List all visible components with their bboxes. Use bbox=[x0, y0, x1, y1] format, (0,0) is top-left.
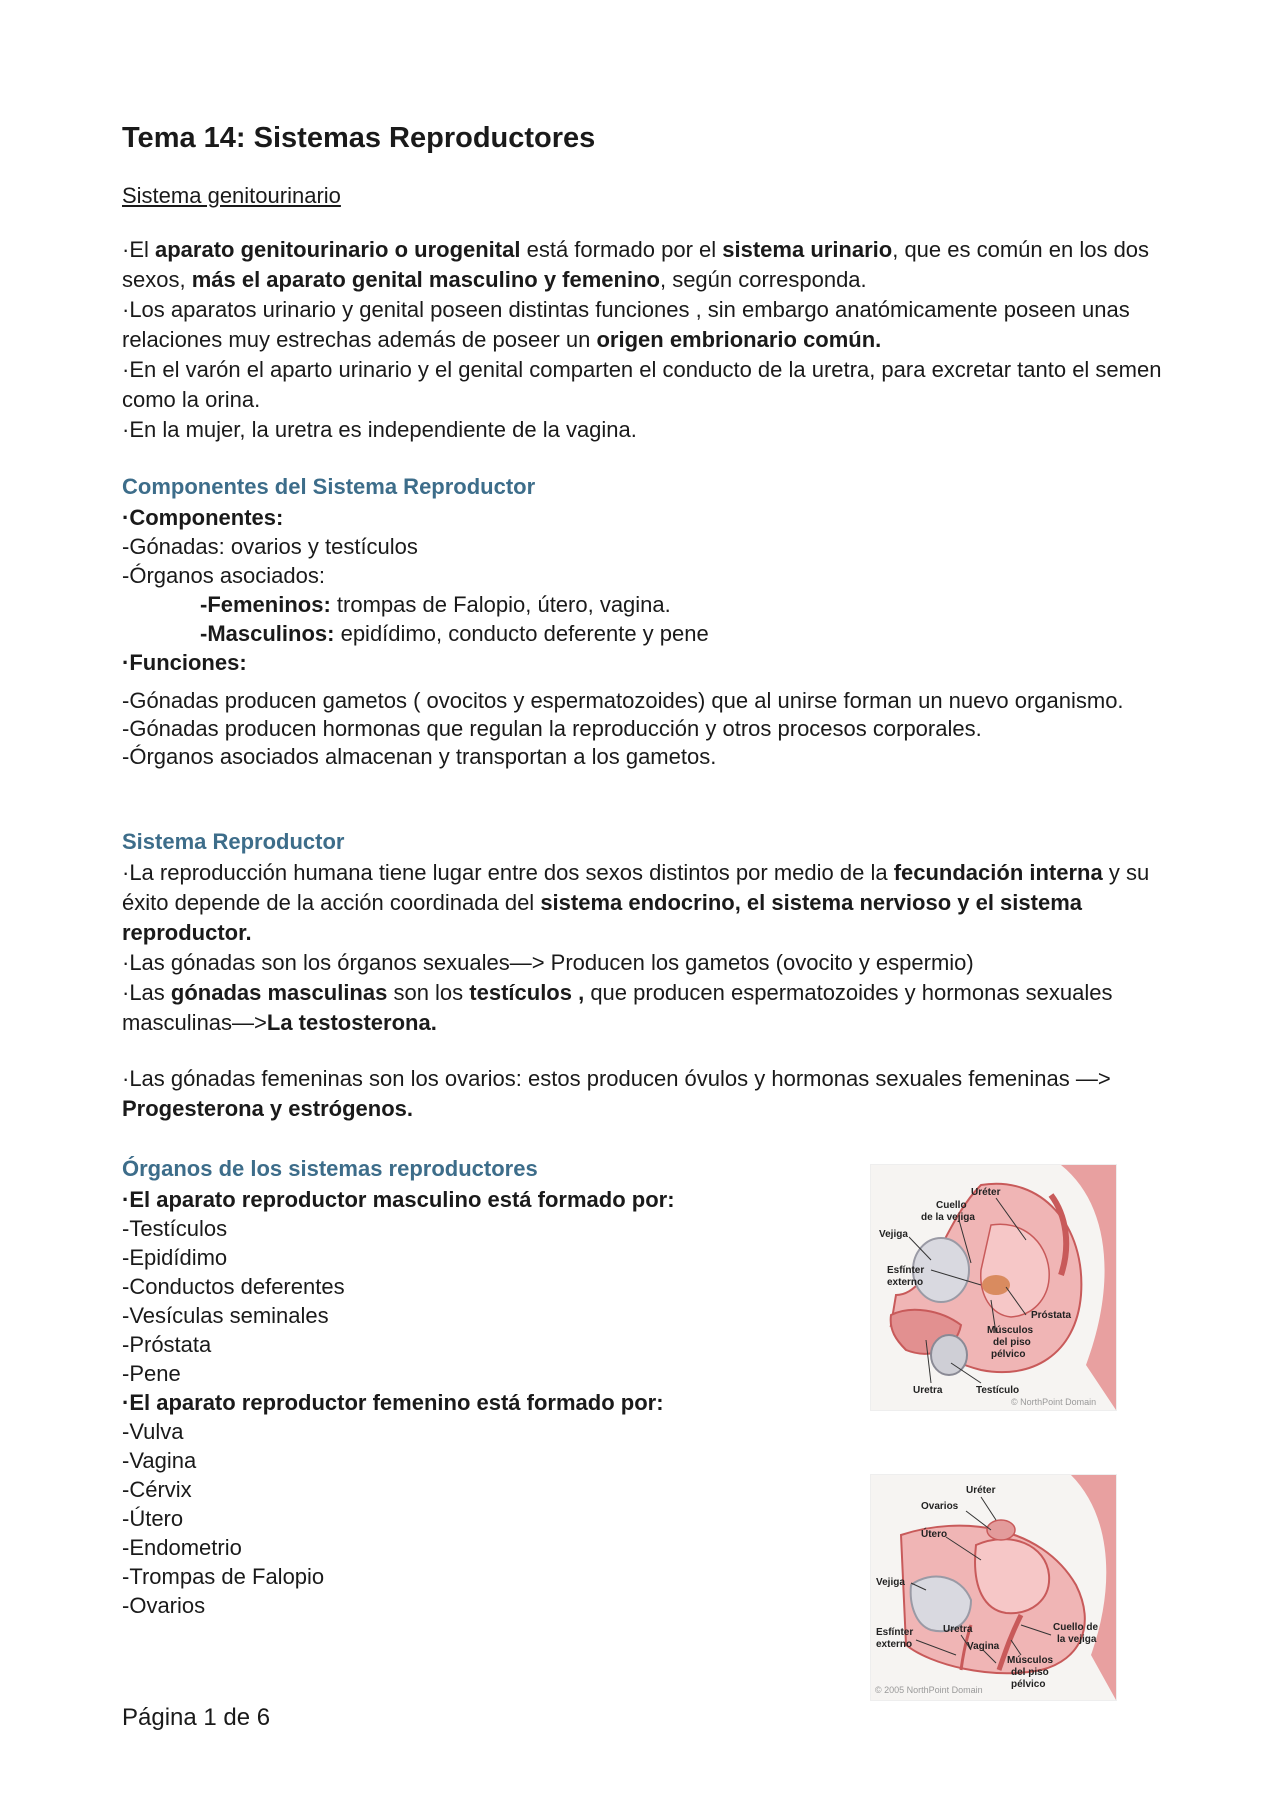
fig-label: Esfínter bbox=[876, 1627, 914, 1638]
componentes-list bbox=[122, 503, 1172, 677]
fig-label: Uretra bbox=[913, 1385, 943, 1396]
fig-label: Uréter bbox=[971, 1187, 1001, 1198]
list-item: -Conductos deferentes bbox=[122, 1274, 345, 1299]
reproductor-paragraph-3: ·Las gónadas masculinas son los testículos , que producen espermatozoides y hormonas sexuales masculinas—>La testosterona. bbox=[122, 980, 1113, 1035]
fig-label: pélvico bbox=[1011, 1679, 1046, 1690]
intro-paragraph-1: ·El aparato genitourinario o urogenital está formado por el sistema urinario, que es común en los dos sexos, más el aparato genital masculino y femenino, según corresponda. bbox=[122, 237, 1150, 292]
fig-label: Útero bbox=[921, 1529, 948, 1540]
reproductor-paragraph-2: ·Las gónadas son los órganos sexuales—> Producen los gametos (ovocito y espermio) bbox=[122, 950, 974, 975]
intro-block bbox=[122, 235, 1172, 445]
reproductor-block bbox=[122, 858, 1172, 1124]
funciones-title: ·Funciones: bbox=[122, 650, 247, 675]
female-anatomy-illustration bbox=[871, 1475, 1116, 1700]
female-anatomy-figure bbox=[870, 1474, 1117, 1701]
fig-label: Músculos bbox=[987, 1325, 1034, 1336]
masc-list-title: ·El aparato reproductor masculino está formado por: bbox=[122, 1187, 675, 1212]
fig-label: externo bbox=[887, 1277, 924, 1288]
list-item: -Pene bbox=[122, 1361, 181, 1386]
heading-componentes: Componentes del Sistema Reproductor bbox=[122, 474, 536, 499]
page-number: Página 1 de 6 bbox=[122, 1704, 271, 1731]
fig-label: pélvico bbox=[991, 1349, 1026, 1360]
fig-label: Vejiga bbox=[879, 1229, 908, 1240]
fig-label: Cuello bbox=[936, 1200, 967, 1211]
list-item: -Gónadas producen hormonas que regulan la reproducción y otros procesos corporales. bbox=[122, 716, 982, 741]
intro-paragraph-4: ·En la mujer, la uretra es independiente de la vagina. bbox=[122, 417, 637, 442]
list-item: -Ovarios bbox=[122, 1593, 206, 1618]
fig-label: del piso bbox=[1011, 1667, 1049, 1678]
intro-paragraph-3: ·En el varón el aparto urinario y el genital comparten el conducto de la uretra, para excretar tanto el semen como la orina. bbox=[122, 357, 1162, 412]
list-item: -Gónadas: ovarios y testículos bbox=[122, 534, 418, 559]
page-title: Tema 14: Sistemas Reproductores bbox=[122, 122, 596, 154]
list-item: -Testículos bbox=[122, 1216, 228, 1241]
list-item: -Cérvix bbox=[122, 1477, 192, 1502]
fig-label: Vagina bbox=[967, 1641, 1000, 1652]
fem-list-title: ·El aparato reproductor femenino está formado por: bbox=[122, 1390, 664, 1415]
funciones-block bbox=[122, 687, 1172, 771]
list-item: -Órganos asociados: bbox=[122, 563, 325, 588]
list-item: -Útero bbox=[122, 1506, 184, 1531]
reproductor-paragraph-1: ·La reproducción humana tiene lugar entre dos sexos distintos por medio de la fecundación interna y su éxito depende de la acción coordinada del sistema endocrino, el sistema nervioso y el sistema reproductor. bbox=[122, 860, 1150, 945]
fig-credit: © NorthPoint Domain bbox=[1011, 1397, 1097, 1407]
male-anatomy-figure bbox=[870, 1164, 1117, 1411]
fig-label: externo bbox=[876, 1639, 913, 1650]
list-item: -Vesículas seminales bbox=[122, 1303, 329, 1328]
list-item: -Endometrio bbox=[122, 1535, 242, 1560]
fig-label: del piso bbox=[993, 1337, 1031, 1348]
list-item: -Próstata bbox=[122, 1332, 212, 1357]
fig-label: la vejiga bbox=[1057, 1634, 1097, 1645]
heading-sistema-reproductor: Sistema Reproductor bbox=[122, 829, 345, 854]
fig-label: Próstata bbox=[1031, 1310, 1072, 1321]
fig-label: Uretra bbox=[943, 1624, 973, 1635]
fig-label: de la vejiga bbox=[921, 1212, 975, 1223]
fig-label: Testículo bbox=[976, 1385, 1020, 1396]
fig-label: Uréter bbox=[966, 1485, 996, 1496]
fig-label: Cuello de bbox=[1053, 1622, 1099, 1633]
list-item: -Trompas de Falopio bbox=[122, 1564, 325, 1589]
fig-label: Vejiga bbox=[876, 1577, 905, 1588]
list-item: -Gónadas producen gametos ( ovocitos y espermatozoides) que al unirse forman un nuevo organismo. bbox=[122, 688, 1124, 713]
list-item: -Masculinos: epidídimo, conducto deferente y pene bbox=[200, 621, 709, 646]
list-item: -Vagina bbox=[122, 1448, 197, 1473]
list-item: -Femeninos: trompas de Falopio, útero, vagina. bbox=[200, 592, 671, 617]
list-item: -Vulva bbox=[122, 1419, 184, 1444]
intro-paragraph-2: ·Los aparatos urinario y genital poseen distintas funciones , sin embargo anatómicamente poseen unas relaciones muy estrechas además de poseer un origen embrionario común. bbox=[122, 297, 1130, 352]
section-subtitle: Sistema genitourinario bbox=[122, 183, 341, 208]
heading-organos: Órganos de los sistemas reproductores bbox=[122, 1156, 538, 1181]
fig-label: Esfínter bbox=[887, 1265, 925, 1276]
componentes-title: ·Componentes: bbox=[122, 505, 284, 530]
fig-label: Músculos bbox=[1007, 1655, 1054, 1666]
list-item: -Epidídimo bbox=[122, 1245, 228, 1270]
list-item: -Órganos asociados almacenan y transportan a los gametos. bbox=[122, 744, 717, 769]
fig-credit: © 2005 NorthPoint Domain bbox=[875, 1685, 983, 1695]
male-anatomy-illustration bbox=[871, 1165, 1116, 1410]
fig-label: Ovarios bbox=[921, 1501, 959, 1512]
reproductor-paragraph-4: ·Las gónadas femeninas son los ovarios: estos producen óvulos y hormonas sexuales femeninas —> Progesterona y estrógenos. bbox=[122, 1066, 1111, 1121]
